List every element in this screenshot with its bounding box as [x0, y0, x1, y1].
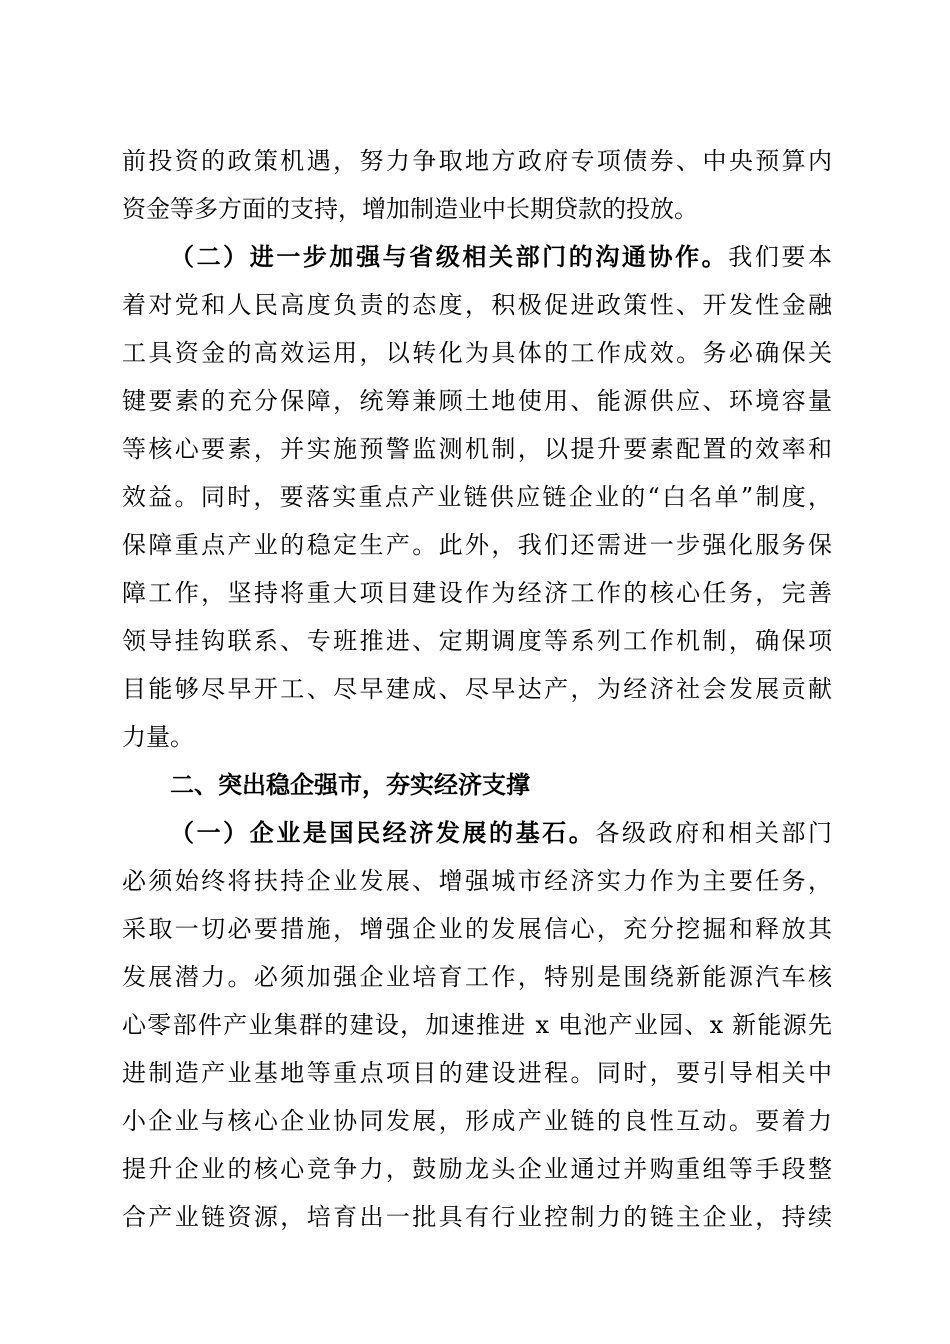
paragraph-2-line-7: 保障重点产业的稳定生产。此外，我们还需进一步强化服务保: [122, 531, 832, 559]
paragraph-1-line-2: 资金等多方面的支持，增加制造业中长期贷款的投放。: [122, 195, 698, 223]
paragraph-2-first-line-rest: 我们要本: [728, 243, 832, 271]
paragraph-3-line-3: 采取一切必要措施，增强企业的发展信心，充分挖掘和释放其: [122, 915, 832, 943]
paragraph-3-line-4: 发展潜力。必须加强企业培育工作，特别是围绕新能源汽车核: [122, 963, 832, 991]
paragraph-3-first-line-rest: 各级政府和相关部门: [595, 819, 832, 847]
paragraph-3-line-8: 提升企业的核心竞争力，鼓励龙头企业通过并购重组等手段整: [122, 1155, 832, 1183]
paragraph-3-line-6: 进制造产业基地等重点项目的建设进程。同时，要引导相关中: [122, 1059, 832, 1087]
paragraph-2-line-2: 着对党和人民高度负责的态度，积极促进政策性、开发性金融: [122, 291, 832, 319]
paragraph-3-line-7: 小企业与核心企业协同发展，形成产业链的良性互动。要着力: [122, 1107, 832, 1135]
paragraph-2-line-9: 领导挂钩联系、专班推进、定期调度等系列工作机制，确保项: [122, 627, 832, 655]
paragraph-2-line-10: 目能够尽早开工、尽早建成、尽早达产，为经济社会发展贡献: [122, 675, 832, 703]
paragraph-3-line-1: [170, 809, 832, 857]
paragraph-3-lead: （一）企业是国民经济发展的基石。: [170, 819, 596, 847]
paragraph-2-line-1: [170, 233, 832, 281]
paragraph-1-line-1: 前投资的政策机遇，努力争取地方政府专项债券、中央预算内: [122, 147, 832, 175]
paragraph-3-line-2: 必须始终将扶持企业发展、增强城市经济实力作为主要任务，: [122, 867, 832, 895]
paragraph-2-line-4: 键要素的充分保障，统筹兼顾土地使用、能源供应、环境容量: [122, 387, 832, 415]
section-heading: 二、突出稳企强市，夯实经济支撑: [170, 771, 530, 799]
paragraph-2-line-6: 效益。同时，要落实重点产业链供应链企业的“白名单”制度，: [122, 483, 832, 511]
paragraph-3-line-9: 合产业链资源，培育出一批具有行业控制力的链主企业，持续: [122, 1203, 832, 1231]
paragraph-3-line-5: 心零部件产业集群的建设，加速推进 x 电池产业园、x 新能源先: [122, 1011, 832, 1039]
paragraph-2-line-3: 工具资金的高效运用，以转化为具体的工作成效。务必确保关: [122, 339, 832, 367]
paragraph-2-lead: （二）进一步加强与省级相关部门的沟通协作。: [170, 243, 729, 271]
paragraph-2-line-8: 障工作，坚持将重大项目建设作为经济工作的核心任务，完善: [122, 579, 832, 607]
paragraph-2-line-5: 等核心要素，并实施预警监测机制，以提升要素配置的效率和: [122, 435, 832, 463]
paragraph-2-line-11: 力量。: [122, 723, 194, 751]
